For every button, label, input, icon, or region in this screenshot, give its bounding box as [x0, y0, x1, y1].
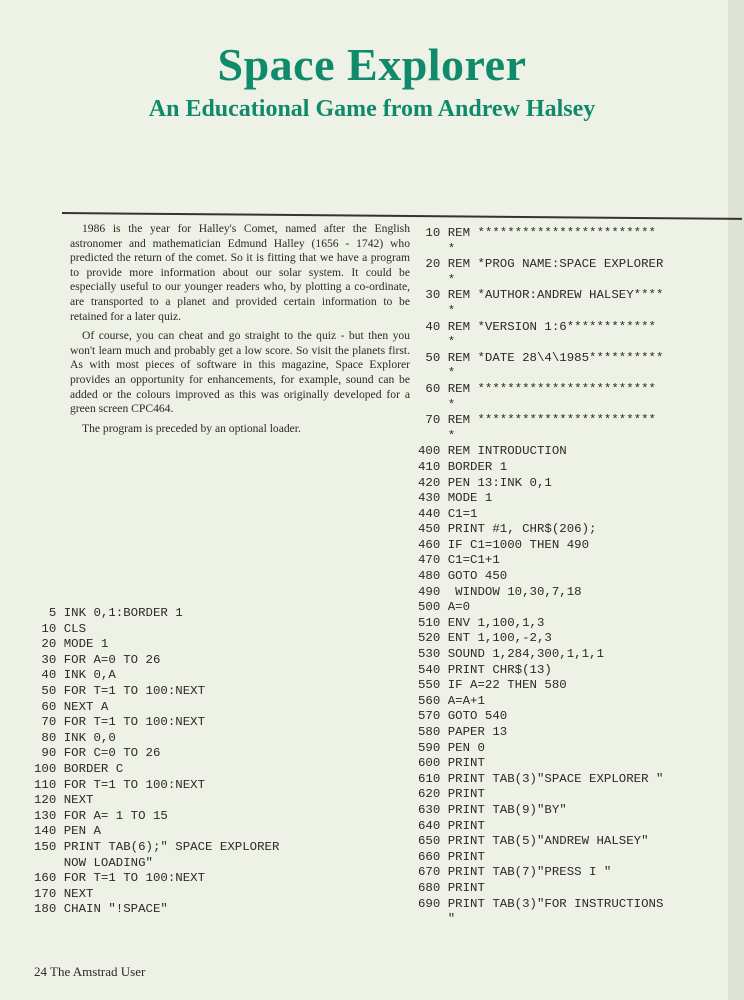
code-line: 420 PEN 13:INK 0,1 [418, 475, 552, 490]
code-line: 150 PRINT TAB(6);" SPACE EXPLORER [34, 839, 280, 854]
code-line: * [418, 241, 456, 256]
main-code-listing [418, 226, 742, 928]
article-body [70, 222, 410, 441]
loader-code-listing [34, 606, 384, 918]
code-line: 680 PRINT [418, 880, 485, 895]
code-line: 520 ENT 1,100,-2,3 [418, 631, 552, 646]
code-line: 440 C1=1 [418, 506, 478, 521]
code-line: 550 IF A=22 THEN 580 [418, 678, 567, 693]
code-line: 610 PRINT TAB(3)"SPACE EXPLORER " [418, 771, 664, 786]
code-line: * [418, 303, 456, 318]
code-line: 600 PRINT [418, 756, 485, 771]
code-line: 630 PRINT TAB(9)"BY" [418, 802, 567, 817]
code-line: 570 GOTO 540 [418, 709, 508, 724]
article-paragraph: Of course, you can cheat and go straight to the quiz - but then you won't learn much and probably get a low score. So visit the planets first. As with most pieces of software in this magazine, Space Explorer provides an opportunity for enhancements, for example, sound can be added or the colours improved as this was originally developed for a green screen CPC464. [70, 329, 410, 416]
code-line: 10 CLS [34, 621, 87, 636]
code-line: 140 PEN A [34, 824, 101, 839]
code-line: * [418, 428, 456, 443]
code-line: 100 BORDER C [34, 761, 124, 776]
code-line: 450 PRINT #1, CHR$(206); [418, 522, 597, 537]
code-line: 170 NEXT [34, 886, 94, 901]
code-line: 160 FOR T=1 TO 100:NEXT [34, 871, 206, 886]
code-line: 30 REM *AUTHOR:ANDREW HALSEY**** [418, 288, 664, 303]
code-line: 120 NEXT [34, 793, 94, 808]
code-line: 650 PRINT TAB(5)"ANDREW HALSEY" [418, 834, 649, 849]
header-divider [62, 212, 742, 220]
code-line: " [418, 912, 456, 927]
code-line: 670 PRINT TAB(7)"PRESS I " [418, 865, 612, 880]
article-title: Space Explorer [217, 39, 527, 90]
code-line: 530 SOUND 1,284,300,1,1,1 [418, 647, 604, 662]
code-line: 470 C1=C1+1 [418, 553, 500, 568]
code-line: 60 NEXT A [34, 699, 109, 714]
code-line: 70 FOR T=1 TO 100:NEXT [34, 715, 206, 730]
code-line: 20 MODE 1 [34, 637, 109, 652]
code-line: 560 A=A+1 [418, 693, 485, 708]
code-line: 460 IF C1=1000 THEN 490 [418, 537, 590, 552]
code-line: 480 GOTO 450 [418, 569, 508, 584]
code-line: 30 FOR A=0 TO 26 [34, 652, 161, 667]
code-line: 20 REM *PROG NAME:SPACE EXPLORER [418, 257, 664, 272]
code-line: * [418, 335, 456, 350]
code-line: 620 PRINT [418, 787, 485, 802]
code-line: 640 PRINT [418, 818, 485, 833]
code-line: 690 PRINT TAB(3)"FOR INSTRUCTIONS [418, 896, 664, 911]
article-paragraph: The program is preceded by an optional loader. [82, 421, 301, 435]
code-line: 410 BORDER 1 [418, 459, 508, 474]
code-line: 90 FOR C=0 TO 26 [34, 746, 161, 761]
code-line: NOW LOADING" [34, 855, 153, 870]
code-line: 130 FOR A= 1 TO 15 [34, 808, 168, 823]
code-line: 580 PAPER 13 [418, 725, 508, 739]
code-line: 510 ENV 1,100,1,3 [418, 615, 545, 630]
page-footer: 24 The Amstrad User [34, 964, 146, 979]
code-line: 60 REM ************************ [418, 381, 656, 396]
code-line: * [418, 366, 456, 381]
code-line: 590 PEN 0 [418, 740, 485, 755]
code-line: 500 A=0 [418, 600, 471, 615]
code-line: 50 REM *DATE 28\4\1985********** [418, 350, 664, 365]
code-line: 490 WINDOW 10,30,7,18 [418, 584, 582, 599]
code-line: 660 PRINT [418, 849, 485, 864]
code-line: 40 INK 0,A [34, 668, 116, 683]
code-line: * [418, 272, 456, 287]
code-line: 10 REM ************************ [418, 226, 656, 240]
code-line: 430 MODE 1 [418, 491, 493, 506]
code-line: 400 REM INTRODUCTION [418, 444, 567, 459]
code-line: 540 PRINT CHR$(13) [418, 662, 552, 677]
code-line: 180 CHAIN "!SPACE" [34, 902, 168, 917]
code-line: 50 FOR T=1 TO 100:NEXT [34, 683, 206, 698]
code-line: * [418, 397, 456, 412]
code-line: 5 INK 0,1:BORDER 1 [34, 606, 183, 620]
article-paragraph: 1986 is the year for Halley's Comet, named after the English astronomer and mathematician Edmund Halley (1656 - 1742) who predicted the return of the comet. So it is fitting that we have a program to provide more information about our solar system. It could be especially useful to our younger readers who, by plotting a co-ordinate, are transported to a planet and provided certain information to be retained for a later quiz. [70, 222, 410, 323]
code-line: 110 FOR T=1 TO 100:NEXT [34, 777, 206, 792]
code-line: 80 INK 0,0 [34, 730, 116, 745]
code-line: 70 REM ************************ [418, 413, 656, 428]
article-subtitle: An Educational Game from Andrew Halsey [148, 96, 596, 122]
code-line: 40 REM *VERSION 1:6************ [418, 319, 656, 334]
